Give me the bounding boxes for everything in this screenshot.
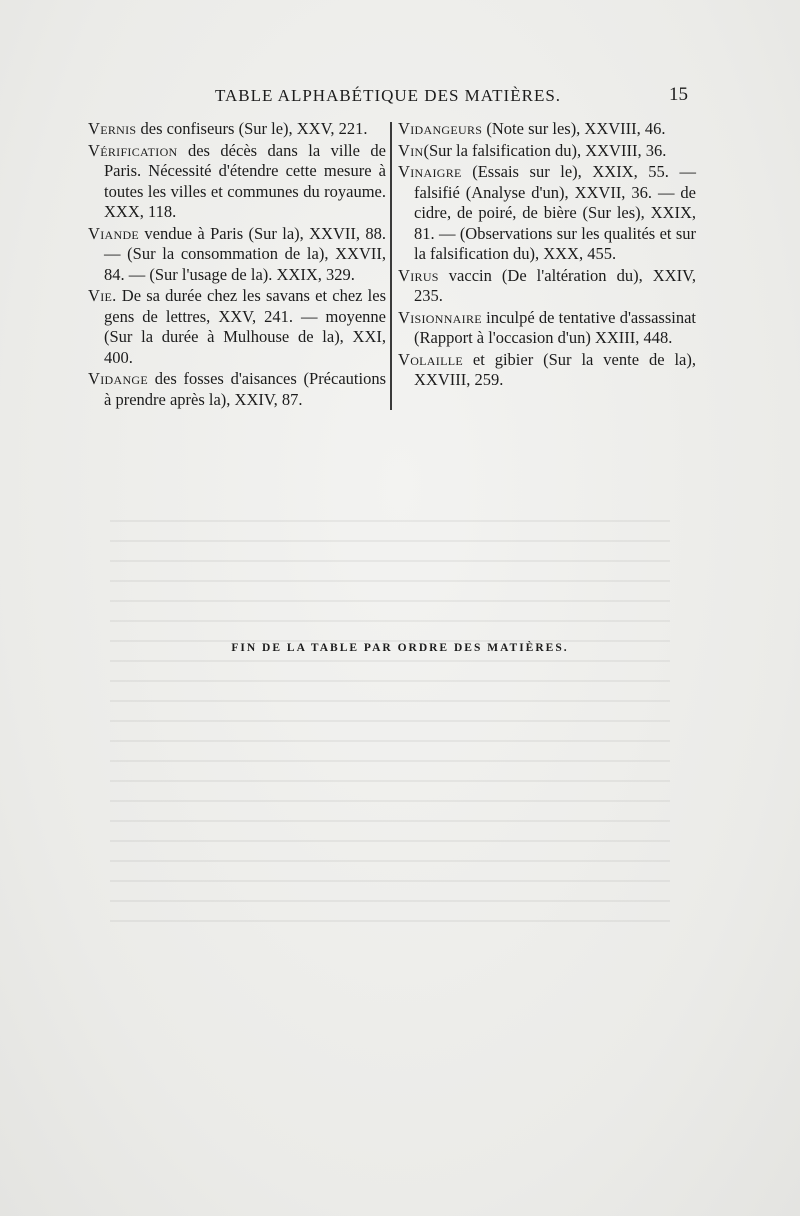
index-entry [398, 162, 696, 265]
show-through-texture [110, 520, 670, 940]
index-entry [398, 141, 696, 162]
end-of-table-note: FIN DE LA TABLE PAR ORDRE DES MATIÈRES. [231, 642, 569, 654]
entry-headword: Viande [88, 223, 140, 243]
index-entry [88, 141, 386, 223]
entry-headword: Vinaigre [398, 162, 462, 181]
page-title: TABLE ALPHABÉTIQUE DES MATIÈRES. [214, 86, 562, 105]
index-entry [398, 350, 696, 391]
entry-headword: Volaille [398, 349, 463, 369]
entry-text: et gibier (Sur la vente de la), XXVIII, 259. [414, 349, 696, 389]
entry-headword: Vidange [88, 369, 149, 388]
entry-headword: Virus [398, 265, 439, 285]
entry-headword: Vin [398, 140, 424, 160]
entry-text: vaccin (De l'altération du), XXIV, 235. [414, 265, 696, 305]
index-entry [88, 224, 386, 286]
index-entry [398, 119, 696, 140]
entry-text: (Sur la falsification du), XXVIII, 36. [423, 140, 667, 160]
entry-text: vendue à Paris (Sur la), XXVII, 88. — (Sur la consommation de la), XXVII, 84. — (Sur l'usage de la). XXIX, 329. [104, 223, 386, 284]
entry-text: inculpé de tentative d'assassinat (Rapport à l'occasion d'un) XXIII, 448. [414, 307, 696, 347]
entry-text: des décès dans la ville de Paris. Nécessité d'étendre cette mesure à toutes les villes et communes du royaume. XXX, 118. [104, 140, 386, 221]
entry-headword: Vérification [88, 140, 178, 160]
index-entry [88, 119, 386, 140]
entry-text: (Note sur les), XXVIII, 46. [482, 119, 666, 138]
column-divider [390, 122, 392, 410]
index-entry [398, 308, 696, 349]
index-column-left [88, 119, 386, 411]
index-entry [88, 369, 386, 410]
index-column-right [398, 119, 696, 392]
entry-headword: Vidangeurs [398, 119, 483, 138]
entry-headword: Visionnaire [398, 307, 482, 327]
page-number: 15 [669, 84, 688, 105]
running-head [88, 84, 688, 110]
entry-text: (Essais sur le), XXIX, 55. —falsifié (Analyse d'un), XXVII, 36. — de cidre, de poiré, de bière (Sur les), XXIX, 81. — (Observations sur les qualités et sur la falsification du), XXX, 455. [414, 162, 696, 263]
entry-text: des fosses d'aisances (Précautions à prendre après la), XXIV, 87. [104, 369, 386, 409]
entry-text: De sa durée chez les savans et chez les gens de lettres, XXV, 241. — moyenne (Sur la durée à Mulhouse de la), XXI, 400. [104, 286, 386, 367]
entry-headword: Vernis [88, 119, 137, 138]
index-entry [88, 286, 386, 368]
index-entry [398, 266, 696, 307]
entry-text: des confiseurs (Sur le), XXV, 221. [136, 119, 368, 138]
entry-headword: Vie. [88, 286, 117, 305]
